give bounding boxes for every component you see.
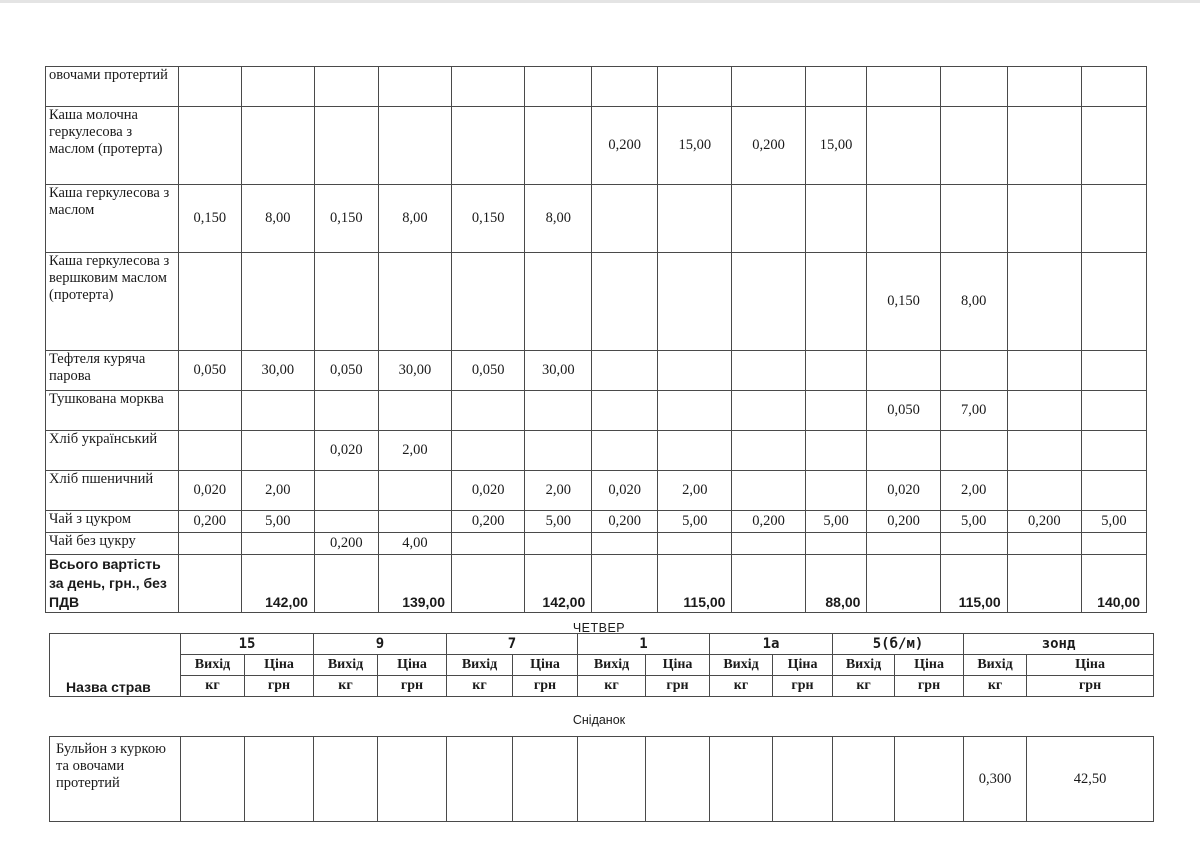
output-cell (732, 431, 805, 471)
table-row (46, 351, 1147, 391)
price-cell: 15,00 (658, 107, 732, 185)
price-cell (378, 471, 451, 511)
price-cell: 8,00 (940, 253, 1007, 351)
price-cell (1081, 67, 1146, 107)
total-sum: 140,00 (1081, 555, 1146, 613)
table-row (46, 391, 1147, 431)
total-sum: 142,00 (525, 555, 592, 613)
output-column-label: Вихід (181, 655, 245, 676)
output-cell: 0,200 (1007, 511, 1081, 533)
price-cell (378, 67, 451, 107)
total-sum: 139,00 (378, 555, 451, 613)
output-cell: 0,300 (964, 737, 1027, 822)
output-unit-label: кг (181, 676, 245, 697)
price-cell (940, 185, 1007, 253)
price-cell (1081, 107, 1146, 185)
output-cell (452, 391, 525, 431)
output-cell (452, 533, 525, 555)
output-cell (592, 351, 658, 391)
output-cell: 0,020 (314, 431, 378, 471)
output-unit-label: кг (578, 676, 646, 697)
price-unit-label: грн (773, 676, 833, 697)
price-cell (241, 391, 314, 431)
total-sum: 115,00 (940, 555, 1007, 613)
price-cell (378, 253, 451, 351)
price-unit-label: грн (378, 676, 447, 697)
output-cell (592, 533, 658, 555)
table-row (50, 737, 1154, 822)
price-column-label: Ціна (245, 655, 314, 676)
price-cell (525, 107, 592, 185)
output-cell: 0,200 (592, 511, 658, 533)
price-cell (805, 471, 867, 511)
price-cell (658, 431, 732, 471)
output-cell: 0,050 (314, 351, 378, 391)
output-cell (867, 533, 940, 555)
price-cell (940, 107, 1007, 185)
output-cell (867, 107, 940, 185)
output-cell (592, 391, 658, 431)
output-cell (732, 533, 805, 555)
price-cell: 8,00 (378, 185, 451, 253)
diet-1-header: 1 (578, 634, 710, 655)
price-cell: 2,00 (525, 471, 592, 511)
page-top-edge (0, 0, 1200, 3)
price-cell (241, 533, 314, 555)
output-cell: 0,150 (452, 185, 525, 253)
output-cell (181, 737, 245, 822)
diet-9-header: 9 (314, 634, 447, 655)
price-cell: 42,50 (1027, 737, 1154, 822)
output-cell: 0,020 (178, 471, 241, 511)
output-unit-label: кг (833, 676, 895, 697)
price-cell: 5,00 (658, 511, 732, 533)
table-row (46, 511, 1147, 533)
total-sum: 115,00 (658, 555, 732, 613)
output-column-label: Вихід (833, 655, 895, 676)
price-cell: 30,00 (378, 351, 451, 391)
diet-7-header: 7 (447, 634, 578, 655)
diet-15-header: 15 (181, 634, 314, 655)
price-cell: 5,00 (1081, 511, 1146, 533)
total-row (46, 555, 1147, 613)
price-cell (658, 533, 732, 555)
output-cell: 0,150 (867, 253, 940, 351)
output-cell (1007, 471, 1081, 511)
dish-name-header: Назва страв (50, 634, 181, 697)
price-unit-label: грн (245, 676, 314, 697)
diet-5bm-header: 5(б/м) (833, 634, 964, 655)
output-unit-label: кг (314, 676, 378, 697)
price-cell (805, 185, 867, 253)
price-cell: 2,00 (940, 471, 1007, 511)
dish-name: Тефтеля куряча парова (46, 351, 179, 391)
price-cell (658, 391, 732, 431)
output-cell: 0,020 (867, 471, 940, 511)
price-cell (1081, 185, 1146, 253)
price-unit-label: грн (895, 676, 964, 697)
price-cell (895, 737, 964, 822)
price-cell: 2,00 (658, 471, 732, 511)
price-cell: 7,00 (940, 391, 1007, 431)
output-cell (314, 67, 378, 107)
price-cell: 2,00 (378, 431, 451, 471)
total-sum: 142,00 (241, 555, 314, 613)
menu-header-table (49, 633, 1154, 697)
output-cell: 0,020 (452, 471, 525, 511)
price-cell (1081, 533, 1146, 555)
diet-1a-header: 1а (710, 634, 833, 655)
day-title: ЧЕТВЕР (572, 621, 626, 635)
output-cell: 0,050 (178, 351, 241, 391)
output-cell (452, 555, 525, 613)
output-cell (732, 391, 805, 431)
price-cell (805, 67, 867, 107)
output-cell (867, 351, 940, 391)
price-cell (1081, 471, 1146, 511)
output-column-label: Вихід (710, 655, 773, 676)
price-cell (1081, 253, 1146, 351)
output-unit-label: кг (964, 676, 1027, 697)
dish-name: Чай з цукром (46, 511, 179, 533)
price-cell (805, 253, 867, 351)
output-cell (452, 253, 525, 351)
output-cell (867, 67, 940, 107)
output-cell (178, 533, 241, 555)
price-cell: 5,00 (525, 511, 592, 533)
meal-title: Сніданок (572, 713, 626, 727)
output-cell (314, 391, 378, 431)
output-cell (867, 185, 940, 253)
diet-probe-header: зонд (964, 634, 1154, 655)
output-cell (452, 67, 525, 107)
price-cell (241, 431, 314, 471)
dish-name: Каша молочна геркулесова з маслом (протерта) (46, 107, 179, 185)
price-cell (513, 737, 578, 822)
table-row (46, 533, 1147, 555)
output-cell (314, 737, 378, 822)
price-cell (525, 431, 592, 471)
output-cell (314, 471, 378, 511)
price-cell (245, 737, 314, 822)
price-cell: 2,00 (241, 471, 314, 511)
output-cell (732, 555, 805, 613)
price-cell (658, 67, 732, 107)
total-label: Всього вартість за день, грн., без ПДВ (46, 555, 179, 613)
price-cell (658, 253, 732, 351)
output-cell: 0,150 (314, 185, 378, 253)
dish-name: Хліб пшеничний (46, 471, 179, 511)
output-cell (178, 431, 241, 471)
output-cell: 0,200 (592, 107, 658, 185)
price-cell: 8,00 (525, 185, 592, 253)
output-column-label: Вихід (447, 655, 513, 676)
price-column-label: Ціна (513, 655, 578, 676)
menu-table-breakfast (49, 736, 1154, 822)
price-column-label: Ціна (895, 655, 964, 676)
menu-table-previous-day (45, 66, 1147, 613)
output-cell: 0,050 (452, 351, 525, 391)
price-column-label: Ціна (646, 655, 710, 676)
output-cell (1007, 185, 1081, 253)
output-cell (1007, 351, 1081, 391)
output-cell (732, 471, 805, 511)
output-cell (833, 737, 895, 822)
price-cell (1081, 431, 1146, 471)
price-cell: 5,00 (241, 511, 314, 533)
output-cell (314, 253, 378, 351)
dish-name: Чай без цукру (46, 533, 179, 555)
output-cell (592, 253, 658, 351)
output-cell (1007, 253, 1081, 351)
price-cell (378, 107, 451, 185)
price-cell: 15,00 (805, 107, 867, 185)
price-cell (658, 185, 732, 253)
output-cell (578, 737, 646, 822)
price-cell (525, 253, 592, 351)
price-cell (940, 533, 1007, 555)
price-cell (805, 391, 867, 431)
output-cell (1007, 555, 1081, 613)
output-cell (314, 555, 378, 613)
table-row (46, 185, 1147, 253)
price-cell (525, 391, 592, 431)
output-cell (592, 185, 658, 253)
output-cell (178, 67, 241, 107)
output-cell (1007, 533, 1081, 555)
output-cell (178, 253, 241, 351)
output-cell (314, 511, 378, 533)
output-cell: 0,200 (732, 107, 805, 185)
price-cell (940, 431, 1007, 471)
table-row (46, 431, 1147, 471)
output-cell (314, 107, 378, 185)
table-row (46, 253, 1147, 351)
price-cell: 30,00 (525, 351, 592, 391)
output-cell: 0,200 (178, 511, 241, 533)
output-column-label: Вихід (314, 655, 378, 676)
price-cell (378, 737, 447, 822)
table-row (46, 107, 1147, 185)
price-cell (940, 67, 1007, 107)
output-cell (178, 555, 241, 613)
price-column-label: Ціна (773, 655, 833, 676)
price-cell (1081, 391, 1146, 431)
price-unit-label: грн (513, 676, 578, 697)
price-cell (525, 533, 592, 555)
output-cell (732, 185, 805, 253)
total-sum: 88,00 (805, 555, 867, 613)
output-cell: 0,050 (867, 391, 940, 431)
output-cell (452, 107, 525, 185)
price-cell (525, 67, 592, 107)
price-cell: 5,00 (805, 511, 867, 533)
price-cell (378, 511, 451, 533)
output-cell (1007, 107, 1081, 185)
output-cell: 0,200 (452, 511, 525, 533)
output-cell: 0,150 (178, 185, 241, 253)
price-cell (805, 431, 867, 471)
dish-name: Каша геркулесова з маслом (46, 185, 179, 253)
output-cell (178, 391, 241, 431)
price-cell (378, 391, 451, 431)
dish-name: Тушкована морква (46, 391, 179, 431)
output-cell (178, 107, 241, 185)
price-cell (940, 351, 1007, 391)
price-cell (658, 351, 732, 391)
output-cell: 0,200 (867, 511, 940, 533)
price-cell (241, 107, 314, 185)
price-cell: 4,00 (378, 533, 451, 555)
output-cell (1007, 431, 1081, 471)
dish-name: Хліб український (46, 431, 179, 471)
output-cell (1007, 67, 1081, 107)
price-cell (805, 351, 867, 391)
output-cell: 0,200 (314, 533, 378, 555)
dish-name: овочами протертий (46, 67, 179, 107)
price-unit-label: грн (1027, 676, 1154, 697)
output-cell (452, 431, 525, 471)
output-cell: 0,020 (592, 471, 658, 511)
output-cell (592, 431, 658, 471)
price-unit-label: грн (646, 676, 710, 697)
dish-name: Бульйон з куркою та овочами протертий (50, 737, 181, 822)
price-cell (773, 737, 833, 822)
output-unit-label: кг (710, 676, 773, 697)
table-row (46, 67, 1147, 107)
price-cell (646, 737, 710, 822)
price-column-label: Ціна (378, 655, 447, 676)
output-cell (867, 431, 940, 471)
output-cell (1007, 391, 1081, 431)
output-column-label: Вихід (578, 655, 646, 676)
price-cell (1081, 351, 1146, 391)
dish-name: Каша геркулесова з вершковим маслом (протерта) (46, 253, 179, 351)
output-cell (732, 253, 805, 351)
price-cell (241, 67, 314, 107)
price-cell (805, 533, 867, 555)
output-column-label: Вихід (964, 655, 1027, 676)
output-cell (867, 555, 940, 613)
price-column-label: Ціна (1027, 655, 1154, 676)
output-cell (732, 351, 805, 391)
output-cell (447, 737, 513, 822)
table-row (46, 471, 1147, 511)
output-unit-label: кг (447, 676, 513, 697)
price-cell: 5,00 (940, 511, 1007, 533)
output-cell (592, 555, 658, 613)
output-cell (592, 67, 658, 107)
output-cell (732, 67, 805, 107)
price-cell: 8,00 (241, 185, 314, 253)
output-cell: 0,200 (732, 511, 805, 533)
output-cell (710, 737, 773, 822)
price-cell (241, 253, 314, 351)
price-cell: 30,00 (241, 351, 314, 391)
